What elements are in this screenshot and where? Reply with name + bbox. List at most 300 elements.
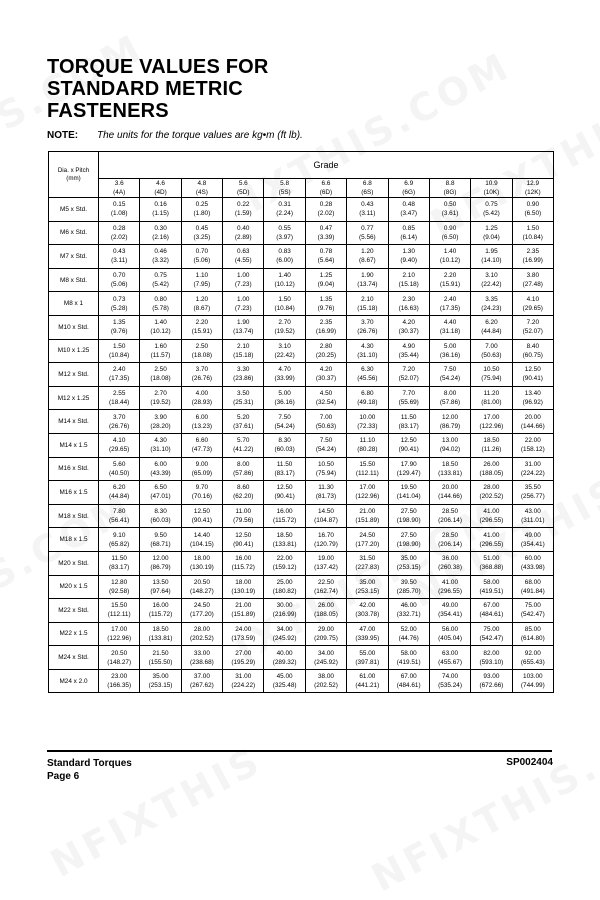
torque-cell: [388, 433, 429, 457]
torque-kgm: 27.50: [400, 531, 417, 539]
torque-cell: [99, 339, 140, 363]
torque-cell: [99, 599, 140, 623]
torque-kgm: 31.00: [524, 460, 541, 468]
torque-ftlb: (253.15): [148, 682, 173, 690]
torque-cell: [99, 669, 140, 693]
torque-ftlb: (9.04): [483, 233, 500, 241]
torque-ftlb: (10.12): [274, 281, 295, 289]
torque-cell: [347, 575, 388, 599]
torque-cell: [347, 599, 388, 623]
table-row: [49, 504, 554, 528]
torque-kgm: 49.00: [442, 602, 459, 610]
torque-cell: [264, 268, 305, 292]
torque-cell: [264, 386, 305, 410]
torque-cell: [181, 245, 222, 269]
torque-kgm: 75.00: [483, 625, 500, 633]
torque-ftlb: (198.90): [396, 540, 421, 548]
table-row: [49, 457, 554, 481]
torque-cell: [429, 481, 470, 505]
torque-cell: [388, 245, 429, 269]
torque-kgm: 0.15: [112, 201, 126, 209]
torque-ftlb: (30.37): [315, 375, 337, 383]
torque-kgm: 1.20: [195, 295, 209, 303]
torque-kgm: 2.50: [154, 366, 167, 374]
fastener-size: M7 x Std.: [49, 245, 99, 269]
torque-ftlb: (3.11): [359, 210, 376, 218]
torque-ftlb: (26.76): [191, 375, 213, 383]
torque-kgm: 31.50: [359, 555, 376, 563]
grade-number: 6.6: [321, 180, 331, 187]
torque-ftlb: (90.41): [274, 493, 295, 501]
grade-column-header: [223, 179, 264, 198]
torque-kgm: 93.00: [483, 673, 500, 681]
torque-ftlb: (65.82): [109, 540, 130, 548]
torque-cell: [305, 622, 346, 646]
torque-ftlb: (158.12): [520, 446, 545, 454]
torque-cell: [305, 221, 346, 245]
watermark: [364, 744, 600, 900]
grade-number: 3.6: [114, 180, 124, 187]
torque-kgm: 0.85: [402, 224, 415, 232]
torque-cell: [471, 410, 512, 434]
torque-kgm: 1.00: [237, 295, 250, 303]
torque-kgm: 0.78: [319, 248, 333, 256]
torque-ftlb: (7.95): [193, 281, 211, 289]
torque-ftlb: (17.35): [109, 375, 130, 383]
torque-ftlb: (31.10): [150, 446, 171, 454]
grade-column-header: [512, 179, 553, 198]
torque-ftlb: (195.29): [231, 658, 256, 666]
torque-ftlb: (354.41): [438, 611, 462, 619]
torque-ftlb: (206.14): [438, 517, 462, 525]
grade-code: (6D): [319, 189, 333, 196]
torque-cell: [388, 575, 429, 599]
torque-ftlb: (49.18): [357, 399, 378, 407]
torque-kgm: 3.30: [237, 366, 250, 374]
torque-kgm: 1.35: [319, 295, 333, 303]
grade-row: [49, 179, 554, 198]
torque-cell: [347, 528, 388, 552]
torque-cell: [181, 575, 222, 599]
torque-ftlb: (224.22): [231, 682, 256, 690]
torque-cell: [512, 575, 553, 599]
torque-kgm: 45.00: [276, 673, 293, 681]
torque-kgm: 4.30: [361, 342, 374, 350]
torque-cell: [512, 221, 553, 245]
torque-kgm: 9.70: [195, 484, 209, 492]
grade-column-header: [347, 179, 388, 198]
torque-cell: [181, 646, 222, 670]
torque-cell: [471, 339, 512, 363]
torque-cell: [140, 386, 181, 410]
torque-ftlb: (52.07): [398, 375, 419, 383]
torque-cell: [388, 386, 429, 410]
torque-cell: [471, 622, 512, 646]
title-line: TORQUE VALUES FOR: [47, 56, 269, 78]
torque-kgm: 2.30: [402, 295, 415, 303]
torque-cell: [388, 363, 429, 387]
torque-kgm: 41.00: [483, 531, 500, 539]
torque-kgm: 4.20: [402, 319, 415, 327]
torque-ftlb: (5.42): [152, 281, 169, 289]
torque-kgm: 1.90: [237, 319, 250, 327]
torque-kgm: 58.00: [400, 649, 417, 657]
torque-ftlb: (54.24): [274, 422, 295, 430]
torque-ftlb: (256.77): [520, 493, 545, 501]
torque-cell: [99, 504, 140, 528]
torque-cell: [429, 410, 470, 434]
torque-kgm: 28.00: [193, 625, 210, 633]
torque-cell: [99, 575, 140, 599]
torque-ftlb: (15.18): [398, 281, 419, 289]
torque-cell: [471, 575, 512, 599]
torque-kgm: 0.90: [443, 224, 457, 232]
torque-kgm: 42.00: [359, 602, 376, 610]
torque-ftlb: (44.76): [398, 634, 419, 642]
torque-kgm: 1.50: [278, 295, 291, 303]
torque-kgm: 11.20: [483, 390, 500, 398]
torque-cell: [512, 504, 553, 528]
torque-cell: [264, 410, 305, 434]
torque-ftlb: (22.42): [274, 351, 295, 359]
torque-kgm: 0.30: [154, 224, 167, 232]
torque-cell: [140, 363, 181, 387]
fastener-size: M20 x 1.5: [49, 575, 99, 599]
torque-kgm: 24.00: [235, 625, 252, 633]
torque-cell: [140, 245, 181, 269]
torque-cell: [181, 669, 222, 693]
torque-ftlb: (57.86): [233, 469, 254, 477]
torque-kgm: 16.00: [235, 555, 252, 563]
torque-ftlb: (90.41): [522, 375, 543, 383]
grade-code: (6S): [361, 189, 374, 196]
torque-cell: [140, 646, 181, 670]
torque-cell: [264, 198, 305, 222]
torque-cell: [429, 198, 470, 222]
torque-cell: [429, 245, 470, 269]
torque-cell: [347, 386, 388, 410]
grade-number: 6.8: [362, 180, 372, 187]
torque-kgm: 40.00: [276, 649, 293, 657]
fastener-size: M5 x Std.: [49, 198, 99, 222]
torque-cell: [471, 528, 512, 552]
torque-kgm: 41.00: [442, 578, 459, 586]
torque-cell: [181, 622, 222, 646]
torque-kgm: 5.60: [112, 460, 126, 468]
torque-kgm: 4.90: [402, 342, 415, 350]
torque-cell: [429, 315, 470, 339]
torque-ftlb: (614.80): [520, 634, 545, 642]
torque-ftlb: (81.73): [315, 493, 337, 501]
torque-ftlb: (50.63): [315, 422, 337, 430]
torque-cell: [429, 669, 470, 693]
torque-ftlb: (3.47): [400, 210, 418, 218]
torque-kgm: 20.50: [111, 649, 128, 657]
fastener-size: M10 x Std.: [49, 315, 99, 339]
torque-ftlb: (30.37): [398, 328, 419, 336]
torque-cell: [99, 551, 140, 575]
title-line: FASTENERS: [47, 100, 169, 122]
torque-cell: [181, 457, 222, 481]
torque-cell: [181, 410, 222, 434]
torque-cell: [388, 268, 429, 292]
torque-cell: [305, 575, 346, 599]
torque-ftlb: (253.15): [396, 564, 421, 572]
torque-cell: [140, 504, 181, 528]
torque-kgm: 22.00: [276, 555, 293, 563]
note: [47, 130, 303, 141]
torque-kgm: 6.20: [485, 319, 498, 327]
torque-ftlb: (115.72): [272, 517, 297, 525]
grade-code: (4A): [113, 189, 126, 196]
torque-ftlb: (7.23): [234, 304, 252, 312]
torque-cell: [305, 646, 346, 670]
torque-cell: [140, 315, 181, 339]
torque-cell: [512, 315, 553, 339]
torque-kgm: 5.00: [278, 390, 291, 398]
torque-cell: [223, 575, 264, 599]
torque-ftlb: (15.91): [191, 328, 213, 336]
torque-ftlb: (9.76): [110, 328, 128, 336]
torque-kgm: 34.00: [317, 649, 334, 657]
grade-code: (6G): [402, 189, 416, 196]
torque-ftlb: (29.65): [109, 446, 130, 454]
torque-kgm: 75.00: [524, 602, 541, 610]
torque-cell: [471, 669, 512, 693]
torque-cell: [305, 433, 346, 457]
torque-cell: [388, 551, 429, 575]
torque-cell: [512, 339, 553, 363]
torque-cell: [347, 221, 388, 245]
torque-ftlb: (83.17): [398, 422, 419, 430]
torque-cell: [305, 386, 346, 410]
torque-kgm: 51.00: [483, 555, 500, 563]
torque-ftlb: (15.18): [233, 351, 254, 359]
grade-column-header: [99, 179, 140, 198]
torque-ftlb: (10.12): [439, 257, 461, 265]
torque-kgm: 7.50: [278, 413, 291, 421]
torque-kgm: 7.20: [402, 366, 415, 374]
table-row: [49, 339, 554, 363]
torque-kgm: 47.00: [359, 625, 376, 633]
torque-ftlb: (94.02): [439, 446, 461, 454]
torque-kgm: 0.75: [154, 272, 167, 280]
torque-ftlb: (180.82): [272, 587, 297, 595]
torque-cell: [388, 646, 429, 670]
torque-cell: [512, 622, 553, 646]
torque-cell: [347, 268, 388, 292]
torque-ftlb: (2.02): [110, 233, 128, 241]
footer-page-number: Page 6: [47, 771, 80, 782]
torque-cell: [347, 245, 388, 269]
torque-ftlb: (57.86): [439, 399, 461, 407]
table-row: [49, 669, 554, 693]
torque-ftlb: (202.52): [479, 493, 504, 501]
torque-cell: [140, 457, 181, 481]
torque-kgm: 0.43: [361, 201, 374, 209]
torque-cell: [223, 386, 264, 410]
torque-ftlb: (593.10): [479, 658, 504, 666]
torque-ftlb: (83.17): [109, 564, 130, 572]
torque-cell: [347, 622, 388, 646]
torque-cell: [388, 292, 429, 316]
torque-ftlb: (45.56): [357, 375, 378, 383]
torque-kgm: 63.00: [442, 649, 459, 657]
torque-cell: [264, 504, 305, 528]
torque-ftlb: (31.18): [439, 328, 461, 336]
torque-kgm: 0.28: [319, 201, 333, 209]
fastener-size: M24 x 2.0: [49, 669, 99, 693]
torque-cell: [223, 245, 264, 269]
torque-cell: [264, 481, 305, 505]
torque-kgm: 7.70: [402, 390, 415, 398]
torque-kgm: 35.50: [524, 484, 541, 492]
grade-number: 5.8: [280, 180, 290, 187]
grade-number: 10.9: [485, 180, 498, 187]
torque-kgm: 7.80: [112, 508, 126, 516]
torque-ftlb: (202.52): [314, 682, 338, 690]
torque-ftlb: (15.18): [357, 304, 378, 312]
torque-ftlb: (6.00): [276, 257, 293, 265]
torque-cell: [429, 386, 470, 410]
torque-ftlb: (173.59): [231, 634, 256, 642]
torque-kgm: 0.63: [237, 248, 250, 256]
torque-cell: [264, 457, 305, 481]
fastener-size: M20 x Std.: [49, 551, 99, 575]
torque-kgm: 12.50: [524, 366, 541, 374]
torque-cell: [99, 292, 140, 316]
torque-kgm: 82.00: [483, 649, 500, 657]
torque-kgm: 14.40: [193, 531, 210, 539]
torque-kgm: 6.00: [195, 413, 209, 421]
torque-ftlb: (133.81): [272, 540, 297, 548]
torque-ftlb: (86.79): [439, 422, 461, 430]
grade-code: (12K): [524, 189, 541, 196]
torque-kgm: 0.16: [154, 201, 167, 209]
torque-kgm: 67.00: [483, 602, 500, 610]
torque-ftlb: (332.71): [396, 611, 421, 619]
torque-kgm: 5.00: [443, 342, 457, 350]
torque-cell: [223, 669, 264, 693]
torque-cell: [264, 669, 305, 693]
torque-ftlb: (47.73): [191, 446, 213, 454]
torque-ftlb: (92.58): [109, 587, 130, 595]
torque-cell: [223, 292, 264, 316]
torque-ftlb: (122.96): [479, 422, 504, 430]
torque-kgm: 18.00: [193, 555, 210, 563]
torque-kgm: 22.00: [524, 437, 541, 445]
torque-ftlb: (296.55): [479, 517, 504, 525]
torque-kgm: 21.50: [152, 649, 169, 657]
torque-cell: [388, 528, 429, 552]
torque-kgm: 38.00: [317, 673, 334, 681]
torque-cell: [223, 198, 264, 222]
table-row: [49, 221, 554, 245]
torque-cell: [305, 198, 346, 222]
page-title: [47, 56, 269, 122]
torque-ftlb: (162.74): [314, 587, 338, 595]
torque-cell: [99, 622, 140, 646]
torque-cell: [305, 410, 346, 434]
grade-column-header: [140, 179, 181, 198]
table-row: [49, 646, 554, 670]
table-row: [49, 575, 554, 599]
torque-cell: [264, 622, 305, 646]
torque-cell: [181, 198, 222, 222]
torque-cell: [471, 268, 512, 292]
torque-ftlb: (28.20): [150, 422, 171, 430]
table-row: [49, 292, 554, 316]
grade-column-header: [305, 179, 346, 198]
torque-cell: [429, 551, 470, 575]
torque-kgm: 6.50: [154, 484, 167, 492]
torque-ftlb: (56.41): [109, 517, 130, 525]
torque-kgm: 20.00: [442, 484, 459, 492]
torque-cell: [347, 410, 388, 434]
fastener-size: M14 x 1.5: [49, 433, 99, 457]
grade-header: Grade: [99, 152, 554, 179]
torque-cell: [388, 622, 429, 646]
torque-cell: [99, 363, 140, 387]
footer-doc-id: SP002404: [506, 757, 553, 768]
torque-ftlb: (115.72): [231, 564, 255, 572]
torque-cell: [99, 268, 140, 292]
torque-ftlb: (15.91): [439, 281, 461, 289]
torque-ftlb: (227.83): [355, 564, 380, 572]
torque-kgm: 18.50: [483, 437, 500, 445]
torque-cell: [181, 386, 222, 410]
torque-kgm: 11.00: [235, 508, 252, 516]
torque-ftlb: (253.15): [355, 587, 380, 595]
torque-kgm: 11.50: [276, 460, 293, 468]
grade-number: 4.8: [197, 180, 207, 187]
fastener-size: M6 x Std.: [49, 221, 99, 245]
torque-ftlb: (5.28): [110, 304, 128, 312]
torque-cell: [429, 363, 470, 387]
torque-cell: [140, 292, 181, 316]
torque-kgm: 2.20: [443, 272, 457, 280]
torque-ftlb: (744.99): [520, 682, 545, 690]
fastener-size: M16 x 1.5: [49, 481, 99, 505]
torque-cell: [471, 433, 512, 457]
torque-kgm: 0.80: [154, 295, 167, 303]
torque-kgm: 39.50: [400, 578, 417, 586]
torque-ftlb: (148.27): [189, 587, 214, 595]
torque-cell: [305, 528, 346, 552]
torque-ftlb: (130.19): [231, 587, 256, 595]
torque-cell: [99, 410, 140, 434]
torque-kgm: 8.30: [278, 437, 291, 445]
torque-cell: [471, 315, 512, 339]
torque-cell: [181, 551, 222, 575]
torque-cell: [99, 198, 140, 222]
torque-cell: [347, 481, 388, 505]
torque-cell: [471, 386, 512, 410]
torque-cell: [305, 292, 346, 316]
torque-ftlb: (17.35): [439, 304, 461, 312]
torque-kgm: 5.20: [237, 413, 250, 421]
torque-kgm: 0.73: [112, 295, 126, 303]
torque-ftlb: (260.38): [438, 564, 462, 572]
footer-section-title: Standard Torques: [47, 758, 132, 769]
torque-cell: [388, 457, 429, 481]
torque-kgm: 0.48: [402, 201, 415, 209]
torque-kgm: 0.75: [485, 201, 498, 209]
torque-cell: [264, 551, 305, 575]
torque-ftlb: (491.84): [520, 587, 545, 595]
torque-ftlb: (47.01): [150, 493, 171, 501]
table-row: [49, 433, 554, 457]
